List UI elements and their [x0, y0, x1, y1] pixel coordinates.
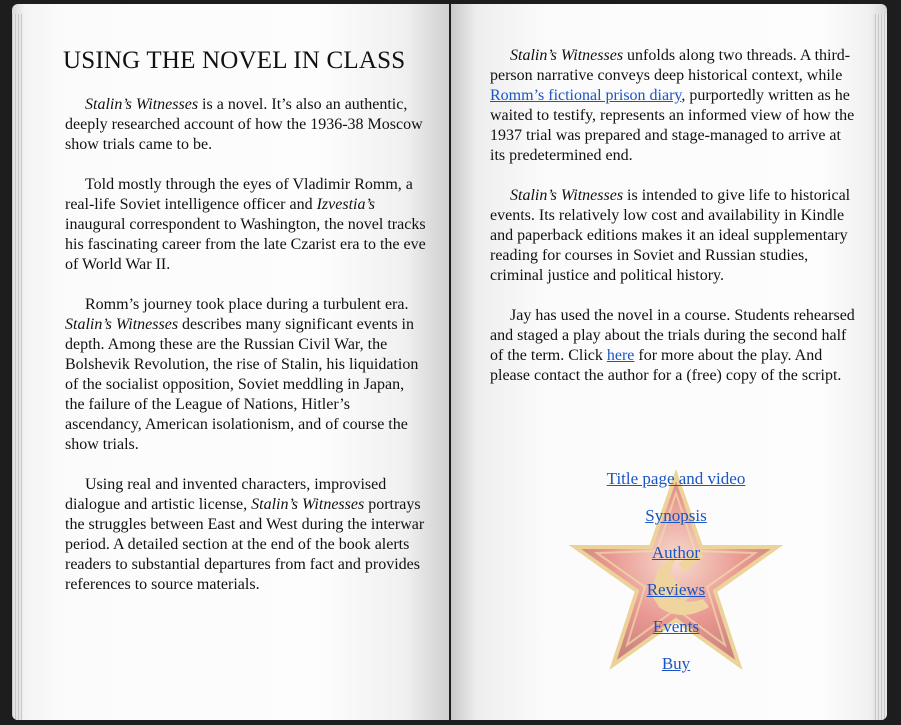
book-title-italic: Stalin’s Witnesses: [510, 47, 624, 64]
paragraph-text: describes many significant events in depth. Among these are the Russian Civil War, the Bolshevik Revolution, the rise of Stalin, his liquidation of the socialist opposition, Soviet meddling in Japan, the failure of the League of Nations, Hitler’s ascendancy, American isolationism, and of course the show trials.: [65, 316, 419, 453]
left-column-text: [65, 95, 427, 615]
prison-diary-link[interactable]: Romm’s fictional prison diary: [490, 87, 682, 104]
book-title-italic: Stalin’s Witnesses: [510, 187, 624, 204]
book-title-italic: Stalin’s Witnesses: [85, 96, 199, 113]
paragraph-text: Romm’s journey took place during a turbulent era.: [85, 296, 409, 313]
book-title-italic: Stalin’s Witnesses: [251, 496, 365, 513]
page-stack-edge: [12, 14, 22, 720]
nav-buy-link[interactable]: Buy: [661, 654, 691, 673]
nav-synopsis-link[interactable]: Synopsis: [645, 506, 707, 525]
nav-events-link[interactable]: Events: [652, 617, 700, 636]
paragraph-text: is intended to give life to historical events. Its relatively low cost and availability in Kindle and paperback editions makes it an ideal supplementary reading for courses in Soviet and Russian studies, criminal justice and political history.: [490, 187, 851, 284]
right-page: [451, 4, 887, 720]
paragraph-3: [65, 295, 427, 455]
left-page: [12, 4, 449, 720]
paragraph-text: Using real and invented characters, improvised dialogue and artistic license,: [65, 476, 387, 513]
nav-link-list: [561, 467, 791, 689]
paragraph-7: [490, 306, 856, 386]
page-heading: USING THE NOVEL IN CLASS: [63, 47, 406, 74]
paragraph-text: , purportedly written as he waited to testify, represents an informed view of how the 1937 trial was prepared and stage-managed to arrive at its predetermined end.: [490, 87, 855, 164]
paragraph-5: [490, 46, 856, 166]
paragraph-text: Jay has used the novel in a course. Students rehearsed and staged a play about the trials during the second half of the term. Click: [490, 307, 855, 364]
paragraph-text: for more about the play. And please contact the author for a (free) copy of the script.: [490, 347, 842, 384]
site-navigation: [561, 467, 791, 697]
paragraph-text: inaugural correspondent to Washington, the novel tracks his fascinating career from the late Czarist era to the eve of World War II.: [65, 216, 426, 273]
nav-author-link[interactable]: Author: [651, 543, 701, 562]
right-column-text: [490, 46, 856, 406]
nav-reviews-link[interactable]: Reviews: [646, 580, 706, 599]
page-stack-edge: [873, 14, 887, 720]
paragraph-2: [65, 175, 427, 275]
paragraph-1: [65, 95, 427, 155]
nav-title-page-link[interactable]: Title page and video: [606, 469, 746, 488]
paragraph-4: [65, 475, 427, 595]
paragraph-text: unfolds along two threads. A third-person narrative conveys deep historical context, while: [490, 47, 851, 84]
paragraph-text: portrays the struggles between East and West during the interwar period. A detailed section at the end of the book alerts readers to substantial departures from fact and provides references to source materials.: [65, 496, 425, 593]
book-title-italic: Stalin’s Witnesses: [65, 316, 179, 333]
paragraph-6: [490, 186, 856, 286]
play-here-link[interactable]: here: [606, 347, 635, 364]
paragraph-text: Told mostly through the eyes of Vladimir Romm, a real-life Soviet intelligence officer and: [65, 176, 413, 213]
newspaper-name-italic: Izvestia’s: [316, 196, 375, 213]
paragraph-text: is a novel. It’s also an authentic, deeply researched account of how the 1936-38 Moscow show trials came to be.: [65, 96, 423, 153]
